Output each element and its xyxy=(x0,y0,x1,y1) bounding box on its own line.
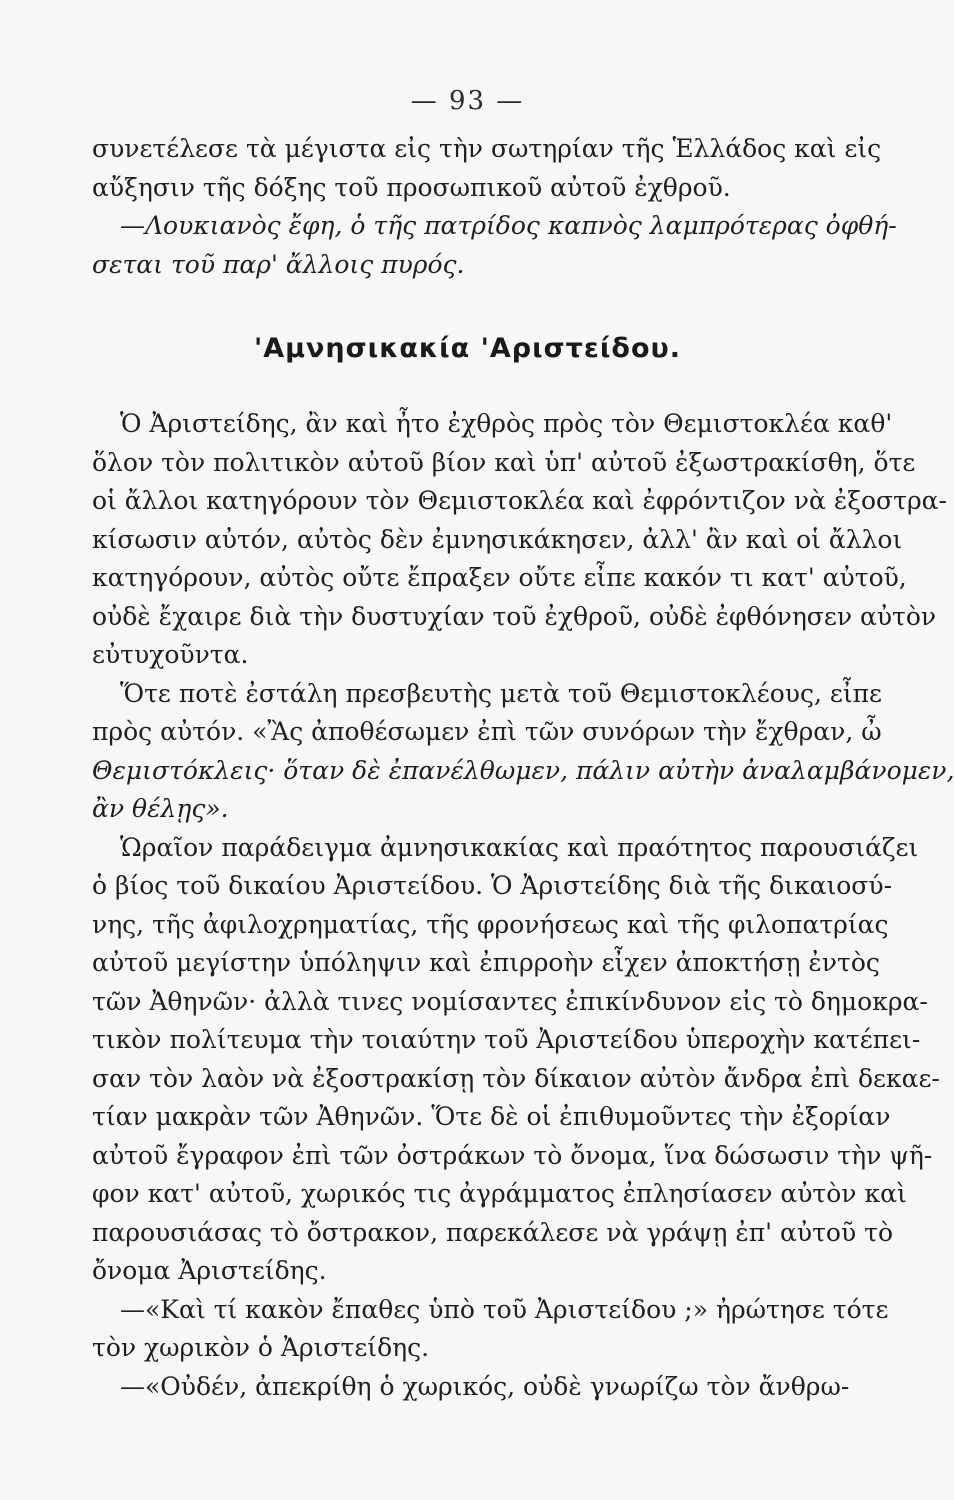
text-line: συνετέλεσε τὰ μέγιστα εἰς τὴν σωτηρίαν τῆς Ἑλλάδος καὶ εἰς xyxy=(92,134,882,163)
section-heading: 'Αμνησικακία 'Αριστείδου. xyxy=(254,333,681,364)
text-line: σεται τοῦ παρ' ἄλλοις πυρός. xyxy=(92,249,465,279)
text-line: σαν τὸν λαὸν νὰ ἐξοστρακίσῃ τὸν δίκαιον αὐτὸν ἄνδρα ἐπὶ δεκαε- xyxy=(92,1063,940,1093)
text-line: παρουσιάσας τὸ ὄστρακον, παρεκάλεσε νὰ γράψῃ ἐπ' αὐτοῦ τὸ xyxy=(92,1217,893,1247)
text-line: τὸν χωρικὸν ὁ Ἀριστείδης. xyxy=(92,1333,430,1362)
text-line: αὐτοῦ μεγίστην ὑπόληψιν καὶ ἐπιρροὴν εἶχεν ἀποκτήσῃ ἐντὸς xyxy=(92,948,880,977)
text-line: αὔξησιν τῆς δόξης τοῦ προσωπικοῦ αὐτοῦ ἐχθροῦ. xyxy=(92,172,731,202)
text-line: —«Καὶ τί κακὸν ἔπαθες ὑπὸ τοῦ Ἀριστείδου ;» ἠρώτησε τότε xyxy=(120,1294,889,1324)
page-number: — 93 — xyxy=(410,86,525,116)
text-line: τίαν μακρὰν τῶν Ἀθηνῶν. Ὅτε δὲ οἱ ἐπιθυμοῦντες τὴν ἐξορίαν xyxy=(92,1102,891,1131)
text-line: τικὸν πολίτευμα τὴν τοιαύτην τοῦ Ἀριστείδου ὑπεροχὴν κατέπει- xyxy=(92,1025,921,1054)
text-line: τῶν Ἀθηνῶν· ἀλλὰ τινες νομίσαντες ἐπικίνδυνον εἰς τὸ δημοκρα- xyxy=(92,986,928,1016)
text-line: οὐδὲ ἔχαιρε διὰ τὴν δυστυχίαν τοῦ ἐχθροῦ, οὐδὲ ἐφθόνησεν αὐτὸν xyxy=(92,601,937,631)
text-line: κατηγόρουν, αὐτὸς οὔτε ἔπραξεν οὔτε εἶπε κακόν τι κατ' αὐτοῦ, xyxy=(92,563,907,592)
text-line: κίσωσιν αὐτόν, αὐτὸς δὲν ἐμνησικάκησεν, ἀλλ' ἂν καὶ οἱ ἄλλοι xyxy=(92,524,903,554)
text-line: ἂν θέλῃς». xyxy=(92,794,229,823)
text-line: Ὁ Ἀριστείδης, ἂν καὶ ἦτο ἐχθρὸς πρὸς τὸν Θεμιστοκλέα καθ' xyxy=(120,409,893,438)
text-line: Θεμιστόκλεις· ὅταν δὲ ἐπανέλθωμεν, πάλιν αὐτὴν ἀναλαμβάνομεν, xyxy=(92,755,954,785)
text-line: ὁ βίος τοῦ δικαίου Ἀριστείδου. Ὁ Ἀριστείδης διὰ τῆς δικαιοσύ- xyxy=(92,871,893,900)
text-line: πρὸς αὐτόν. «Ἂς ἀποθέσωμεν ἐπὶ τῶν συνόρων τὴν ἔχθραν, ὦ xyxy=(92,717,882,746)
text-line: φον κατ' αὐτοῦ, χωρικός τις ἀγράμματος ἐπλησίασεν αὐτὸν καὶ xyxy=(92,1179,907,1208)
text-line: ὄνομα Ἀριστείδης. xyxy=(92,1256,327,1285)
text-line: νης, τῆς ἀφιλοχρηματίας, τῆς φρονήσεως καὶ τῆς φιλοπατρίας xyxy=(92,909,889,939)
text-line: ὅλον τὸν πολιτικὸν αὐτοῦ βίον καὶ ὑπ' αὐτοῦ ἐξωστρακίσθη, ὅτε xyxy=(92,447,916,477)
text-line: οἱ ἄλλοι κατηγόρουν τὸν Θεμιστοκλέα καὶ ἐφρόντιζον νὰ ἐξοστρα- xyxy=(92,486,947,515)
text-block-top xyxy=(92,130,897,284)
text-line: Ὡραῖον παράδειγμα ἀμνησικακίας καὶ πραότητος παρουσιάζει xyxy=(120,832,919,862)
text-line: αὐτοῦ ἔγραφον ἐπὶ τῶν ὀστράκων τὸ ὄνομα, ἵνα δώσωσιν τὴν ψῆ- xyxy=(92,1140,933,1170)
text-line: —«Οὐδέν, ἀπεκρίθη ὁ χωρικός, οὐδὲ γνωρίζω τὸν ἄνθρω- xyxy=(120,1371,850,1401)
text-line: Ὅτε ποτὲ ἐστάλη πρεσβευτὴς μετὰ τοῦ Θεμιστοκλέους, εἶπε xyxy=(120,678,882,708)
text-block-main xyxy=(92,405,954,1406)
text-line: —Λουκιανὸς ἔφη, ὁ τῆς πατρίδος καπνὸς λαμπρότερας ὀφθή- xyxy=(120,211,897,240)
text-line: εὐτυχοῦντα. xyxy=(92,640,249,669)
